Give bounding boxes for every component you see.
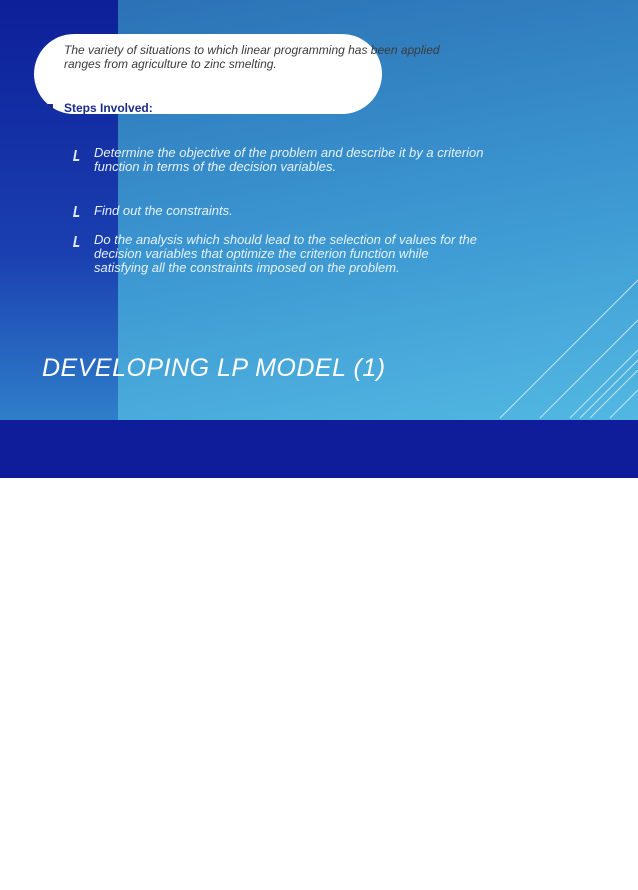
- sub-point-3: Do the analysis which should lead to the selection of values for the decision variables that optimize the criterion function while satisfying all the constraints imposed on the problem.: [94, 232, 478, 275]
- steps-heading: Steps Involved:: [64, 101, 153, 115]
- footer-bar: [0, 420, 638, 890]
- intro-text: The variety of situations to which linear programming has been applied ranges from agriculture to zinc smelting.: [64, 43, 440, 71]
- sub-point-2: Find out the constraints.: [94, 203, 233, 218]
- course-name: Decision and Risk Analysis: [2, 874, 184, 890]
- course-code: BCN67755: [2, 852, 61, 866]
- sub-point-1: Determine the objective of the problem and describe it by a criterion function in terms of the decision variables.: [94, 145, 484, 174]
- author-name: Syed M. Ahmed, Ph.D.: [490, 874, 632, 890]
- decorative-diagonal-lines: [480, 240, 638, 420]
- slide-title: DEVELOPING LP MODEL (1): [42, 354, 386, 382]
- steps-bullet-icon: [48, 104, 53, 109]
